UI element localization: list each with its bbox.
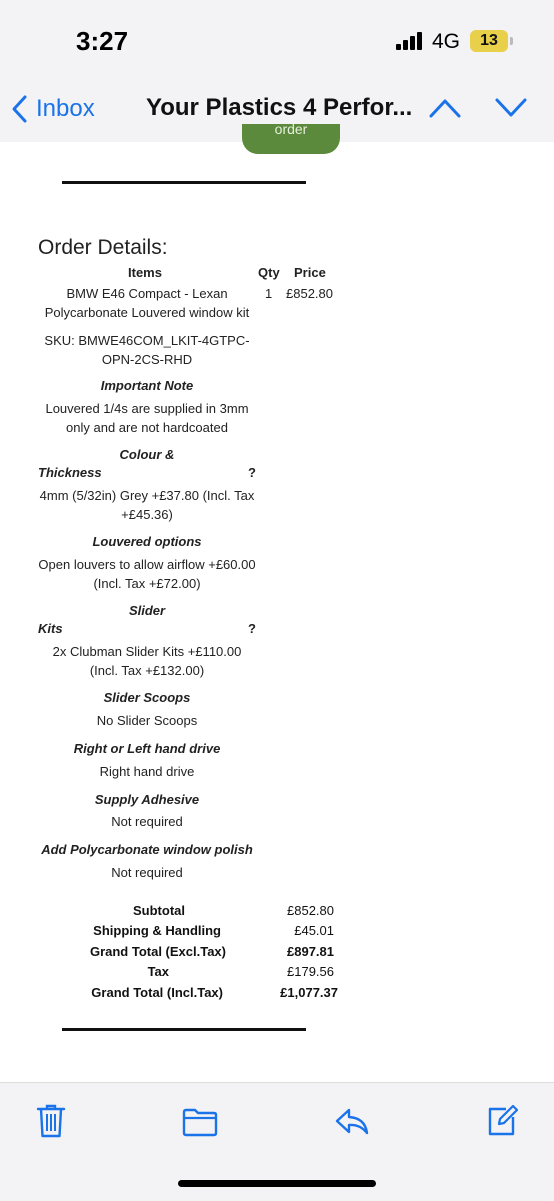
divider-top [62, 181, 306, 184]
item-price: £852.80 [286, 286, 333, 301]
totals-label: Grand Total (Excl.Tax) [89, 944, 226, 959]
totals-label: Subtotal [133, 903, 185, 918]
trash-icon[interactable] [36, 1103, 66, 1139]
back-button-label: Inbox [36, 95, 95, 122]
louvered-value-line1: Open louvers to allow airflow +£60.00 [38, 557, 256, 572]
folder-icon[interactable] [182, 1107, 218, 1137]
slider-help-icon[interactable]: ? [248, 621, 256, 636]
status-time: 3:27 [76, 26, 129, 56]
colour-label-line1: Colour & [119, 447, 175, 462]
item-sku-line2: OPN-2CS-RHD [101, 352, 193, 367]
colour-value-line1: 4mm (5/32in) Grey +£37.80 (Incl. Tax [39, 488, 255, 503]
slider-label-line2: Kits [38, 621, 63, 636]
item-name-line1: BMW E46 Compact - Lexan [66, 286, 228, 301]
network-type: 4G [432, 30, 461, 53]
polish-value: Not required [111, 865, 183, 880]
back-button[interactable] [10, 92, 95, 126]
colour-label-line2: Thickness [38, 465, 102, 480]
slider-value-line2: (Incl. Tax +£132.00) [89, 663, 205, 678]
important-note-line2: only and are not hardcoated [66, 420, 228, 435]
compose-icon[interactable] [486, 1103, 518, 1137]
totals-value: £897.81 [287, 944, 334, 959]
reply-icon[interactable] [334, 1107, 370, 1137]
item-qty: 1 [265, 286, 273, 301]
column-header-items: Items [128, 265, 162, 280]
item-sku-line1: SKU: BMWE46COM_LKIT-4GTPC- [44, 333, 250, 348]
totals-value: £45.01 [294, 923, 334, 938]
chevron-down-icon[interactable] [494, 96, 528, 120]
totals-label: Tax [147, 964, 169, 979]
louvered-value-line2: (Incl. Tax +£72.00) [93, 576, 201, 591]
chevron-left-icon [10, 94, 30, 124]
slider-value-line1: 2x Clubman Slider Kits +£110.00 [52, 644, 242, 659]
scoops-value: No Slider Scoops [96, 713, 198, 728]
home-indicator[interactable] [178, 1180, 376, 1187]
chevron-up-icon[interactable] [428, 96, 462, 120]
view-order-button[interactable] [242, 124, 340, 154]
adhesive-label: Supply Adhesive [94, 792, 200, 807]
adhesive-value: Not required [111, 814, 183, 829]
divider-bottom [62, 1028, 306, 1031]
totals-label: Grand Total (Incl.Tax) [91, 985, 223, 1000]
view-order-button-label: order [274, 124, 308, 137]
email-subject-title: Your Plastics 4 Perfor... [146, 94, 413, 121]
drive-label: Right or Left hand drive [73, 741, 221, 756]
order-details-heading: Order Details: [38, 236, 168, 259]
colour-value-line2: +£45.36) [121, 507, 173, 522]
totals-value: £179.56 [287, 964, 334, 979]
battery-icon: 13 [470, 30, 508, 52]
slider-label-line1: Slider [128, 603, 166, 618]
louvered-label: Louvered options [92, 534, 202, 549]
totals-label: Shipping & Handling [93, 923, 221, 938]
signal-icon [396, 32, 422, 50]
scoops-label: Slider Scoops [103, 690, 191, 705]
item-name-line2: Polycarbonate Louvered window kit [44, 305, 250, 320]
column-header-price: Price [294, 265, 326, 280]
totals-value: £1,077.37 [280, 985, 338, 1000]
column-header-qty: Qty [258, 265, 280, 280]
important-note-line1: Louvered 1/4s are supplied in 3mm [45, 401, 249, 416]
polish-label: Add Polycarbonate window polish [41, 842, 253, 857]
drive-value: Right hand drive [99, 764, 195, 779]
colour-help-icon[interactable]: ? [248, 465, 256, 480]
important-note-label: Important Note [100, 378, 194, 393]
totals-value: £852.80 [287, 903, 334, 918]
status-bar [0, 0, 554, 80]
